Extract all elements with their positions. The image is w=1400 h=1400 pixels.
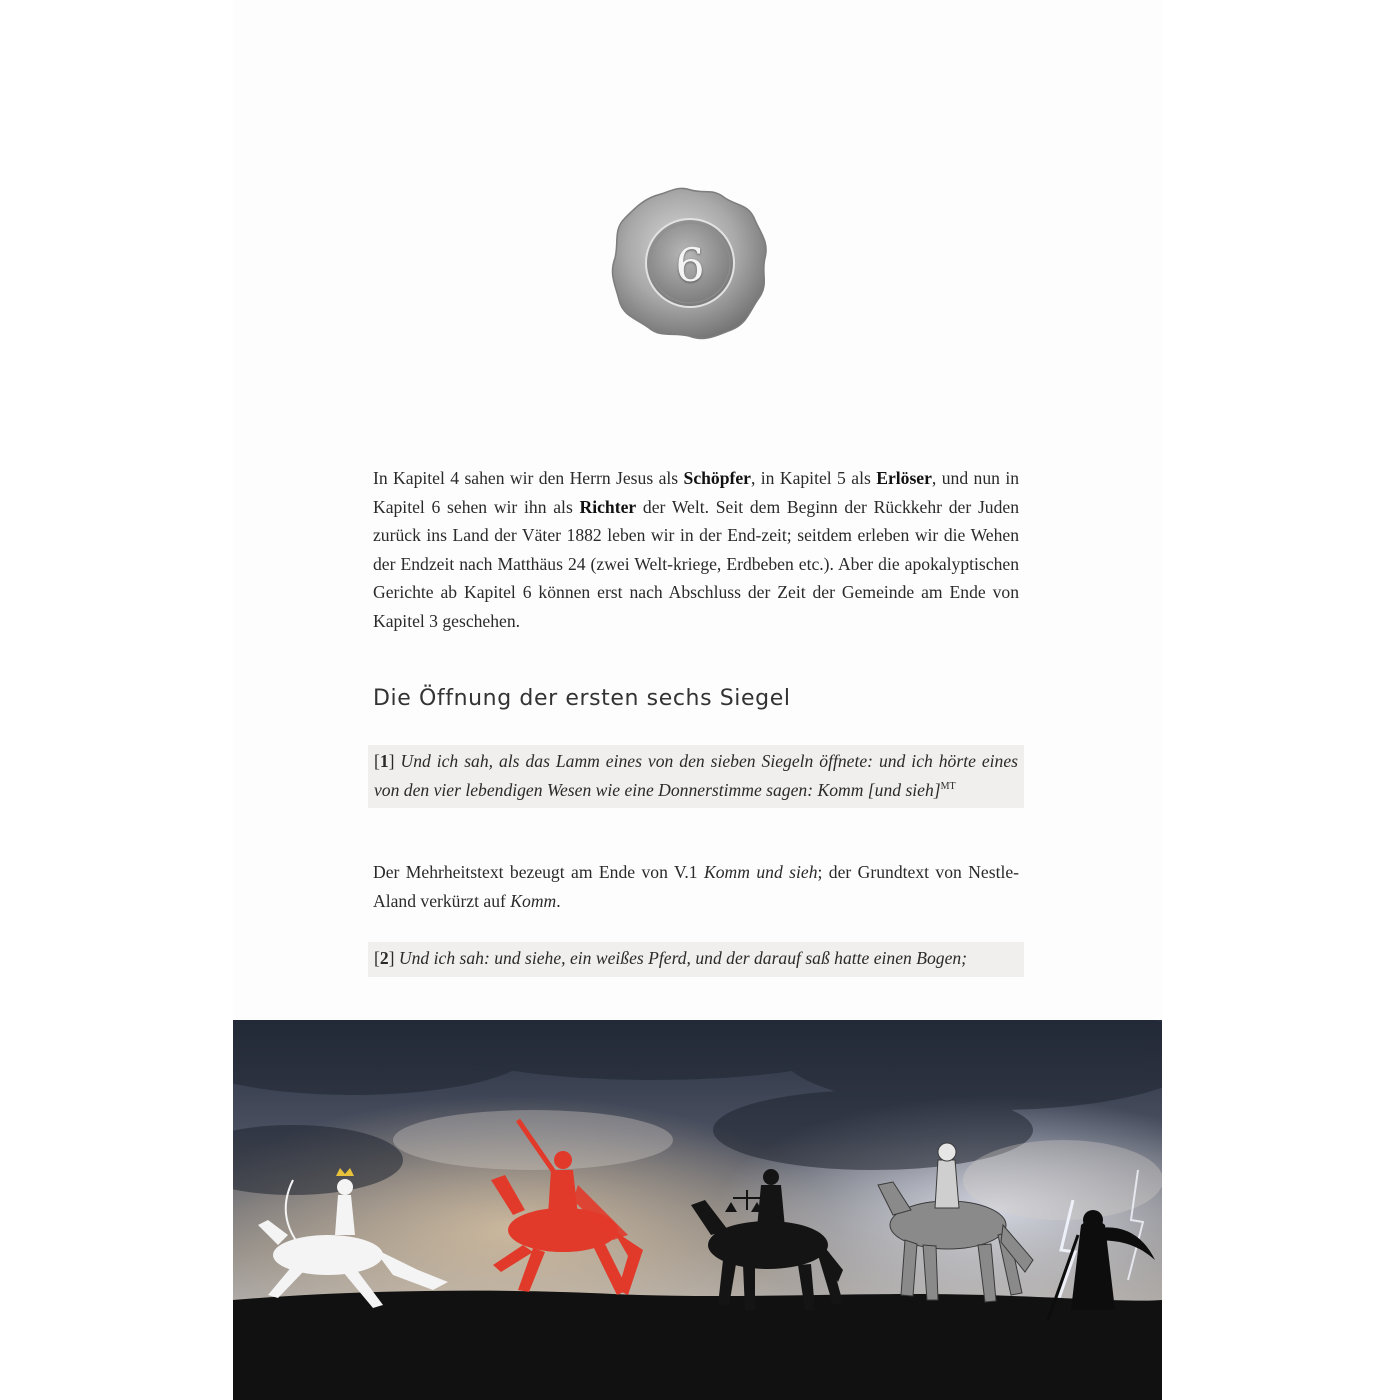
four-horsemen-illustration <box>233 1020 1162 1400</box>
verse-text-2: Und ich sah: und siehe, ein weißes Pferd, und der darauf saß hatte einen Bogen; <box>398 948 968 968</box>
commentary-paragraph: Der Mehrheitstext bezeugt am Ende von V.1 Komm und sieh; der Grundtext von Nestle-Aland verkürzt auf Komm. <box>373 862 1020 911</box>
intro-paragraph: In Kapitel 4 sahen wir den Herrn Jesus als Schöpfer, in Kapitel 5 als Erlöser, und nun in Kapitel 6 sehen wir ihn als Richter der Welt. Seit dem Beginn der Rückkehr der Juden zurück ins Land der Väter 1882 leben wir in der End-zeit; seitdem erleben wir die Wehen der Endzeit nach Matthäus 24 (zwei Welt-kriege, Erdbeben etc.). Aber die apokalyptischen Gerichte ab Kapitel 6 können erst nach Abschluss der Zeit der Gemeinde am Ende von Kapitel 3 geschehen. <box>373 468 1020 631</box>
chapter-seal <box>609 184 771 342</box>
verse-text-1: Und ich sah, als das Lamm eines von den sieben Siegeln öffnete: und ich hörte eines von den vier lebendigen Wesen wie eine Donnerstimme sagen: Komm [und sieh] <box>374 751 1019 800</box>
verse-box-2 <box>368 942 1024 977</box>
verse-number-1: [1] <box>374 751 395 771</box>
verse-number-2: [2] <box>374 948 395 968</box>
bold-term-schoepfer: Schöpfer <box>683 468 751 488</box>
verse-box-1 <box>368 745 1024 808</box>
bold-term-richter: Richter <box>579 496 637 517</box>
seal-number: 6 <box>675 238 705 292</box>
book-page <box>233 0 1162 1400</box>
verse-footnote-mark: MT <box>940 780 956 792</box>
bold-term-erloeser: Erlöser <box>876 468 932 488</box>
section-heading: Die Öffnung der ersten sechs Siegel <box>373 686 791 711</box>
